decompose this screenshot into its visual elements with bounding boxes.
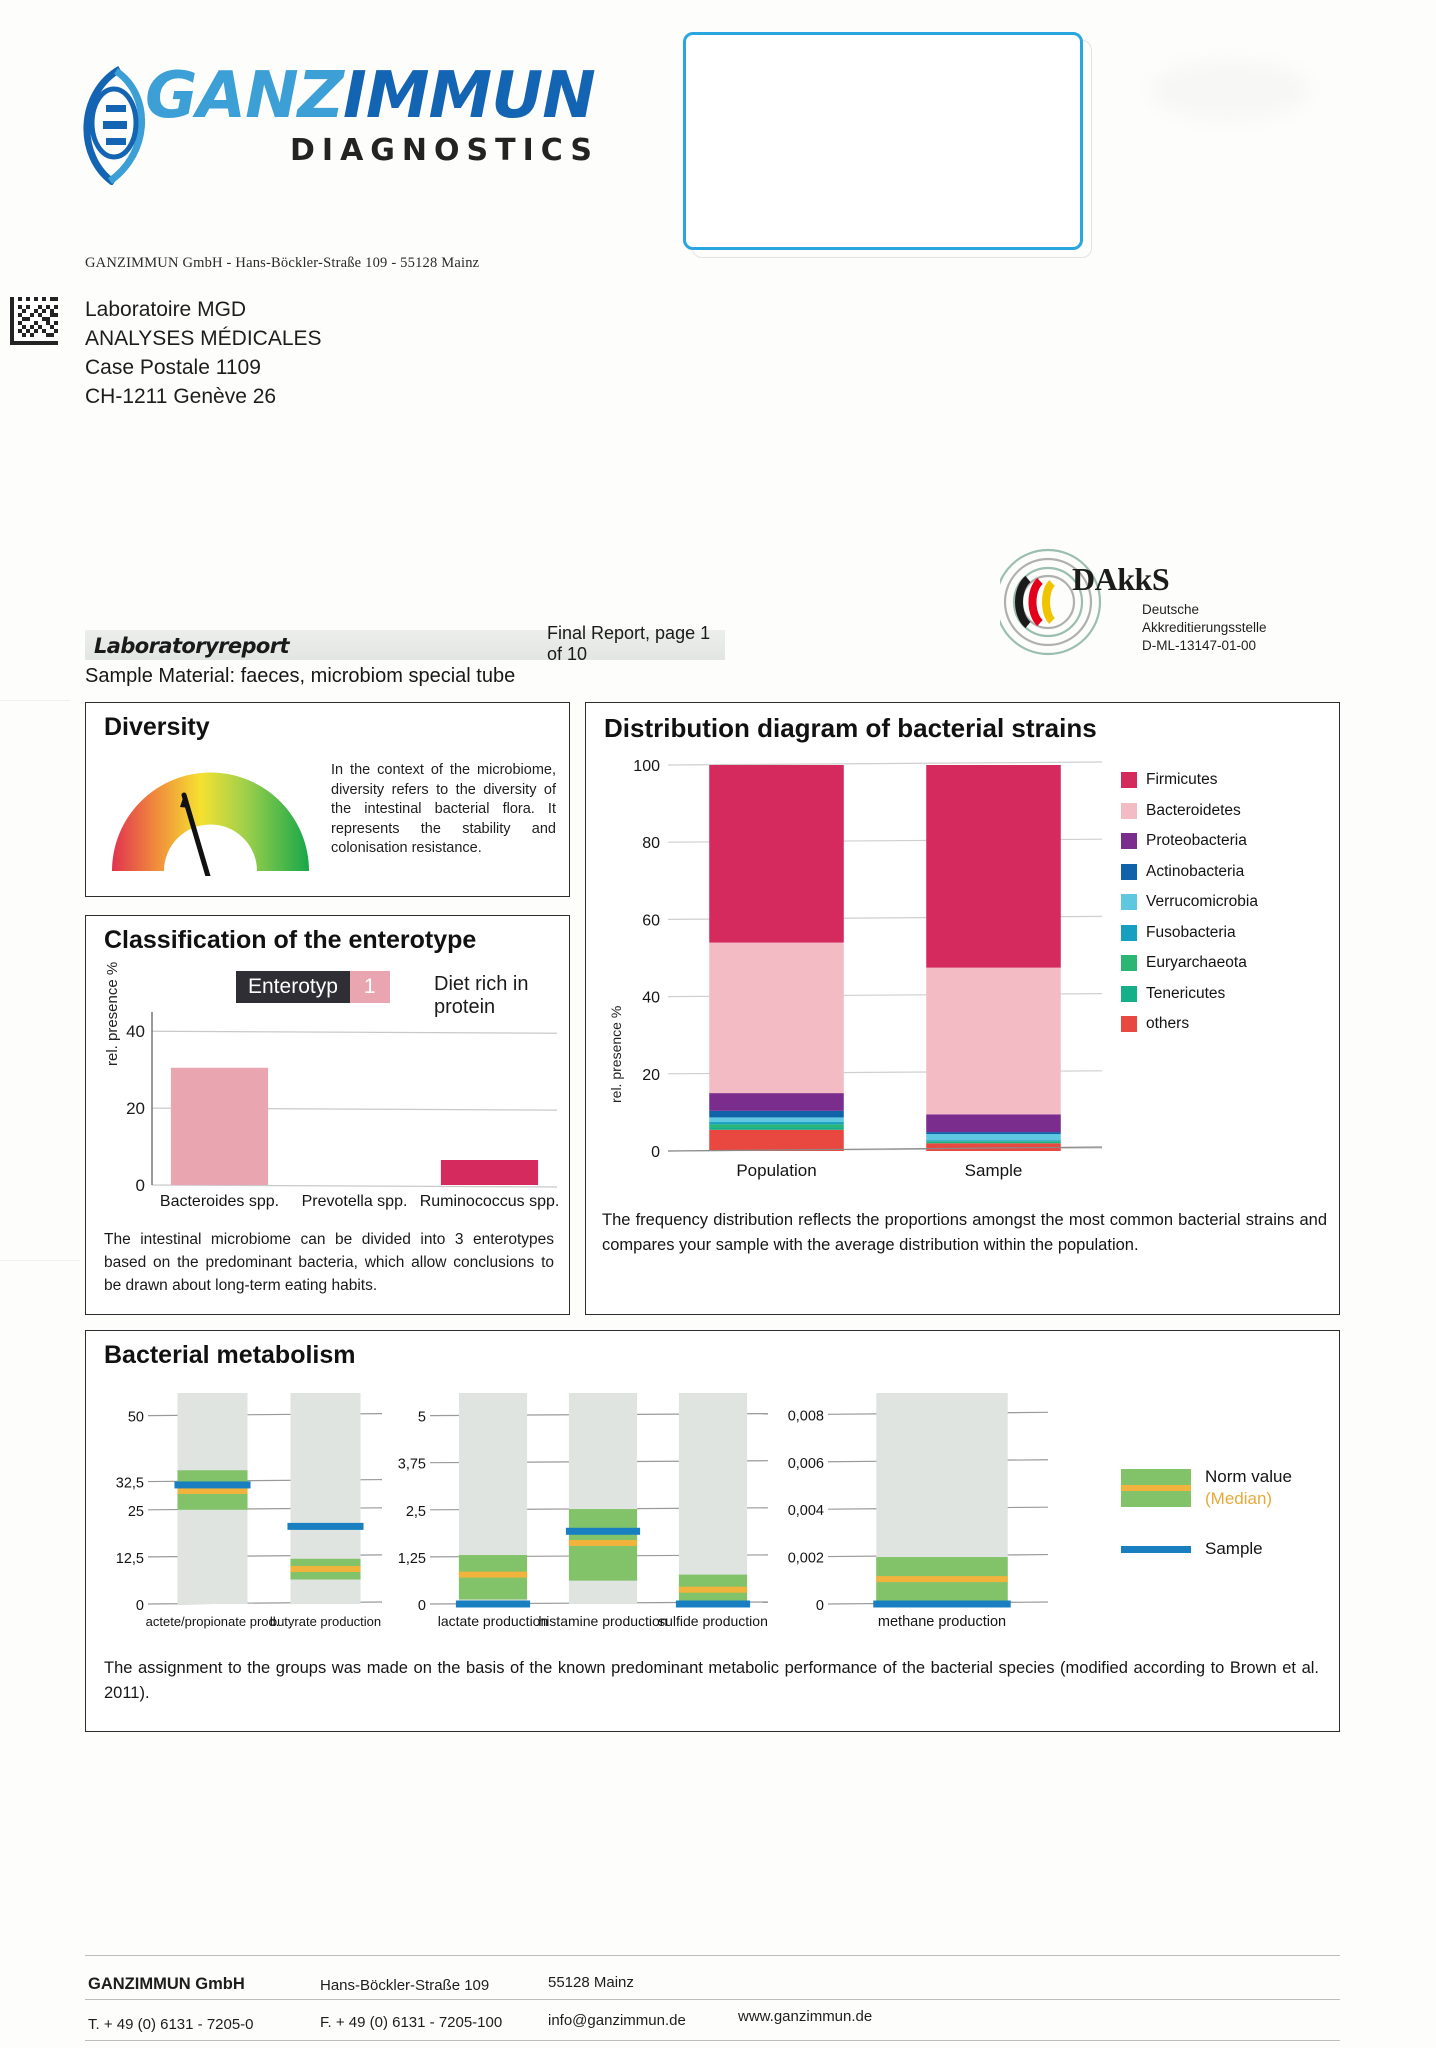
footer-company: GANZIMMUN GmbH [88,1975,245,1993]
metabolism-title: Bacterial metabolism [104,1341,356,1369]
dakks-details [1142,601,1267,655]
dakks-wordmark: DAkkS [1072,561,1170,597]
legend-swatch [1121,955,1137,971]
distribution-panel [585,702,1340,1315]
logo-subtitle: DIAGNOSTICS [290,133,599,168]
svg-text:40: 40 [126,1022,145,1042]
legend-swatch [1121,833,1137,849]
legend-item [1121,796,1258,827]
footer-tel: T. + 49 (0) 6131 - 7205-0 [88,2016,254,2033]
svg-text:20: 20 [642,1066,660,1084]
svg-text:Population: Population [736,1161,817,1180]
diversity-panel [85,702,570,897]
recipient-line-1: Laboratoire MGD [85,298,247,321]
svg-text:0,008: 0,008 [787,1408,824,1425]
svg-text:0,006: 0,006 [787,1455,824,1472]
sample-line-swatch [1121,1546,1191,1553]
svg-text:3,75: 3,75 [397,1456,426,1473]
svg-text:40: 40 [642,989,660,1007]
svg-text:butyrate production: butyrate production [269,1614,382,1629]
svg-text:5: 5 [417,1409,426,1426]
legend-sample-label: Sample [1205,1539,1263,1558]
svg-text:Ruminococcus spp.: Ruminococcus spp. [419,1193,560,1210]
svg-text:12,5: 12,5 [115,1550,144,1567]
legend-label: Fusobacteria [1146,923,1236,941]
diversity-gauge [98,751,323,876]
svg-text:32,5: 32,5 [115,1475,144,1492]
company-logo [40,55,660,195]
recipient-line-4: CH-1211 Genève 26 [85,385,277,408]
datamatrix-code [10,297,58,345]
legend-label: Euryarchaeota [1146,954,1247,972]
legend-item [1121,1009,1258,1040]
dakks-line-1: Deutsche [1142,602,1200,617]
footer-fax: F. + 49 (0) 6131 - 7205-100 [320,2014,503,2031]
legend-label: Actinobacteria [1146,862,1245,880]
svg-text:0: 0 [135,1176,145,1195]
footer-divider-3 [85,2040,1340,2041]
legend-item [1121,857,1258,888]
legend-norm-row [1121,1466,1292,1510]
sender-address-line: GANZIMMUN GmbH - Hans-Böckler-Straße 109 - 55128 Mainz [85,255,480,271]
legend-label: Firmicutes [1146,771,1218,789]
legend-item [1121,948,1258,979]
report-bar-bold: Laboratory [94,634,219,658]
logo-ganz: GANZ [145,59,344,133]
legend-norm-label: Norm value [1205,1467,1292,1486]
metabolism-chart-group-1 [100,1383,390,1638]
svg-text:Bacteroides spp.: Bacteroides spp. [159,1193,280,1210]
svg-text:0: 0 [417,1598,426,1614]
legend-label: Proteobacteria [1146,832,1247,850]
legend-sample-row [1121,1538,1292,1560]
recipient-address [85,295,322,411]
distribution-description: The frequency distribution reflects the proportions amongst the most common bacterial strains and compares your sample with the average distribution within the population. [602,1211,1327,1254]
legend-swatch [1121,772,1137,788]
diversity-description: In the context of the microbiome, diversity refers to the diversity of the intestinal bacterial flora. It represents the stability and colonisation resistance. [331,762,556,856]
footer-divider [85,1955,1340,1956]
enterotype-chart [118,1004,563,1219]
svg-text:0,002: 0,002 [787,1550,824,1567]
metabolism-description: The assignment to the groups was made on the basis of the known predominant metabolic performance of the bacterial species (modified according to Brown et al. 2011). [104,1659,1319,1702]
enterotype-panel [85,915,570,1315]
footer-divider-2 [85,1999,1340,2000]
svg-text:histamine production: histamine production [538,1613,668,1629]
legend-swatch [1121,803,1137,819]
norm-value-text [1205,1466,1292,1510]
svg-text:sulfide production: sulfide production [658,1613,768,1629]
legend-item [1121,887,1258,918]
enterotype-title: Classification of the enterotype [104,926,477,954]
legend-label: Tenericutes [1146,984,1226,1002]
distribution-legend [1121,765,1258,1040]
svg-text:60: 60 [642,912,660,930]
svg-text:100: 100 [633,758,660,775]
legend-item [1121,826,1258,857]
footer-email: info@ganzimmun.de [548,2012,686,2029]
enterotype-badge [236,971,390,1003]
distribution-y-axis-label: rel. presence % [608,1005,624,1103]
legend-item [1121,765,1258,796]
enterotype-badge-label: Enterotyp [236,971,350,1003]
recipient-line-2: ANALYSES MÉDICALES [85,327,322,350]
paper-fold [0,1260,80,1261]
svg-text:methane production: methane production [877,1614,1007,1630]
dakks-line-3: D-ML-13147-01-00 [1142,638,1257,653]
metabolism-chart-group-3 [766,1383,1056,1638]
svg-text:Prevotella spp.: Prevotella spp. [301,1193,408,1210]
svg-text:0: 0 [135,1598,144,1614]
paper-fold [0,700,70,701]
legend-swatch [1121,986,1137,1002]
patient-info-box [683,32,1083,250]
metabolism-chart-group-2 [386,1383,776,1638]
legend-item [1121,918,1258,949]
legend-item [1121,979,1258,1010]
svg-text:0,004: 0,004 [787,1503,824,1520]
svg-text:Sample: Sample [964,1161,1023,1180]
legend-swatch [1121,864,1137,880]
footer-street: Hans-Böckler-Straße 109 [320,1977,490,1994]
svg-text:actete/propionate prod.: actete/propionate prod. [145,1614,280,1629]
paper-smudge [1150,60,1310,120]
legend-label: Verrucomicrobia [1146,893,1258,911]
page-info: Final Report, page 1 of 10 [547,623,711,664]
legend-swatch [1121,925,1137,941]
enterotype-badge-number: 1 [350,971,390,1003]
svg-text:lactate production: lactate production [437,1613,549,1629]
metabolism-legend [1121,1466,1292,1588]
legend-swatch [1121,1016,1137,1032]
dna-helix-icon [70,65,150,185]
legend-swatch [1121,894,1137,910]
svg-text:25: 25 [127,1503,144,1520]
recipient-line-3: Case Postale 1109 [85,356,261,379]
logo-wordmark [145,59,595,133]
enterotype-y-axis-label: rel. presence % [104,961,121,1066]
footer-city: 55128 Mainz [548,1974,634,1991]
report-bar-italic: report [218,634,289,658]
enterotype-diet: Diet rich in protein [434,973,529,1018]
svg-text:20: 20 [126,1099,145,1119]
diversity-title: Diversity [104,713,210,741]
report-bar-title [94,634,289,658]
distribution-chart [622,755,1112,1195]
svg-text:2,5: 2,5 [405,1503,426,1520]
distribution-title: Distribution diagram of bacterial strains [604,713,1097,743]
dakks-accreditation-logo [1000,545,1310,660]
svg-text:80: 80 [642,835,660,853]
norm-value-swatch [1121,1469,1191,1507]
legend-label: others [1146,1015,1190,1033]
legend-median-label: (Median) [1205,1489,1273,1508]
footer-web: www.ganzimmun.de [738,2008,873,2025]
sample-material-label: Sample Material: faeces, microbiom special tube [85,665,516,687]
legend-label: Bacteroidetes [1146,801,1241,819]
metabolism-panel [85,1330,1340,1732]
enterotype-description: The intestinal microbiome can be divided into 3 enterotypes based on the predominant bacteria, which allow conclusions to be drawn about long-term eating habits. [104,1231,554,1294]
dakks-line-2: Akkreditierungsstelle [1142,620,1267,635]
svg-text:50: 50 [127,1409,144,1426]
svg-text:1,25: 1,25 [397,1550,426,1567]
logo-immun: IMMUN [343,59,595,133]
svg-text:0: 0 [651,1144,660,1161]
svg-text:0: 0 [815,1598,824,1614]
